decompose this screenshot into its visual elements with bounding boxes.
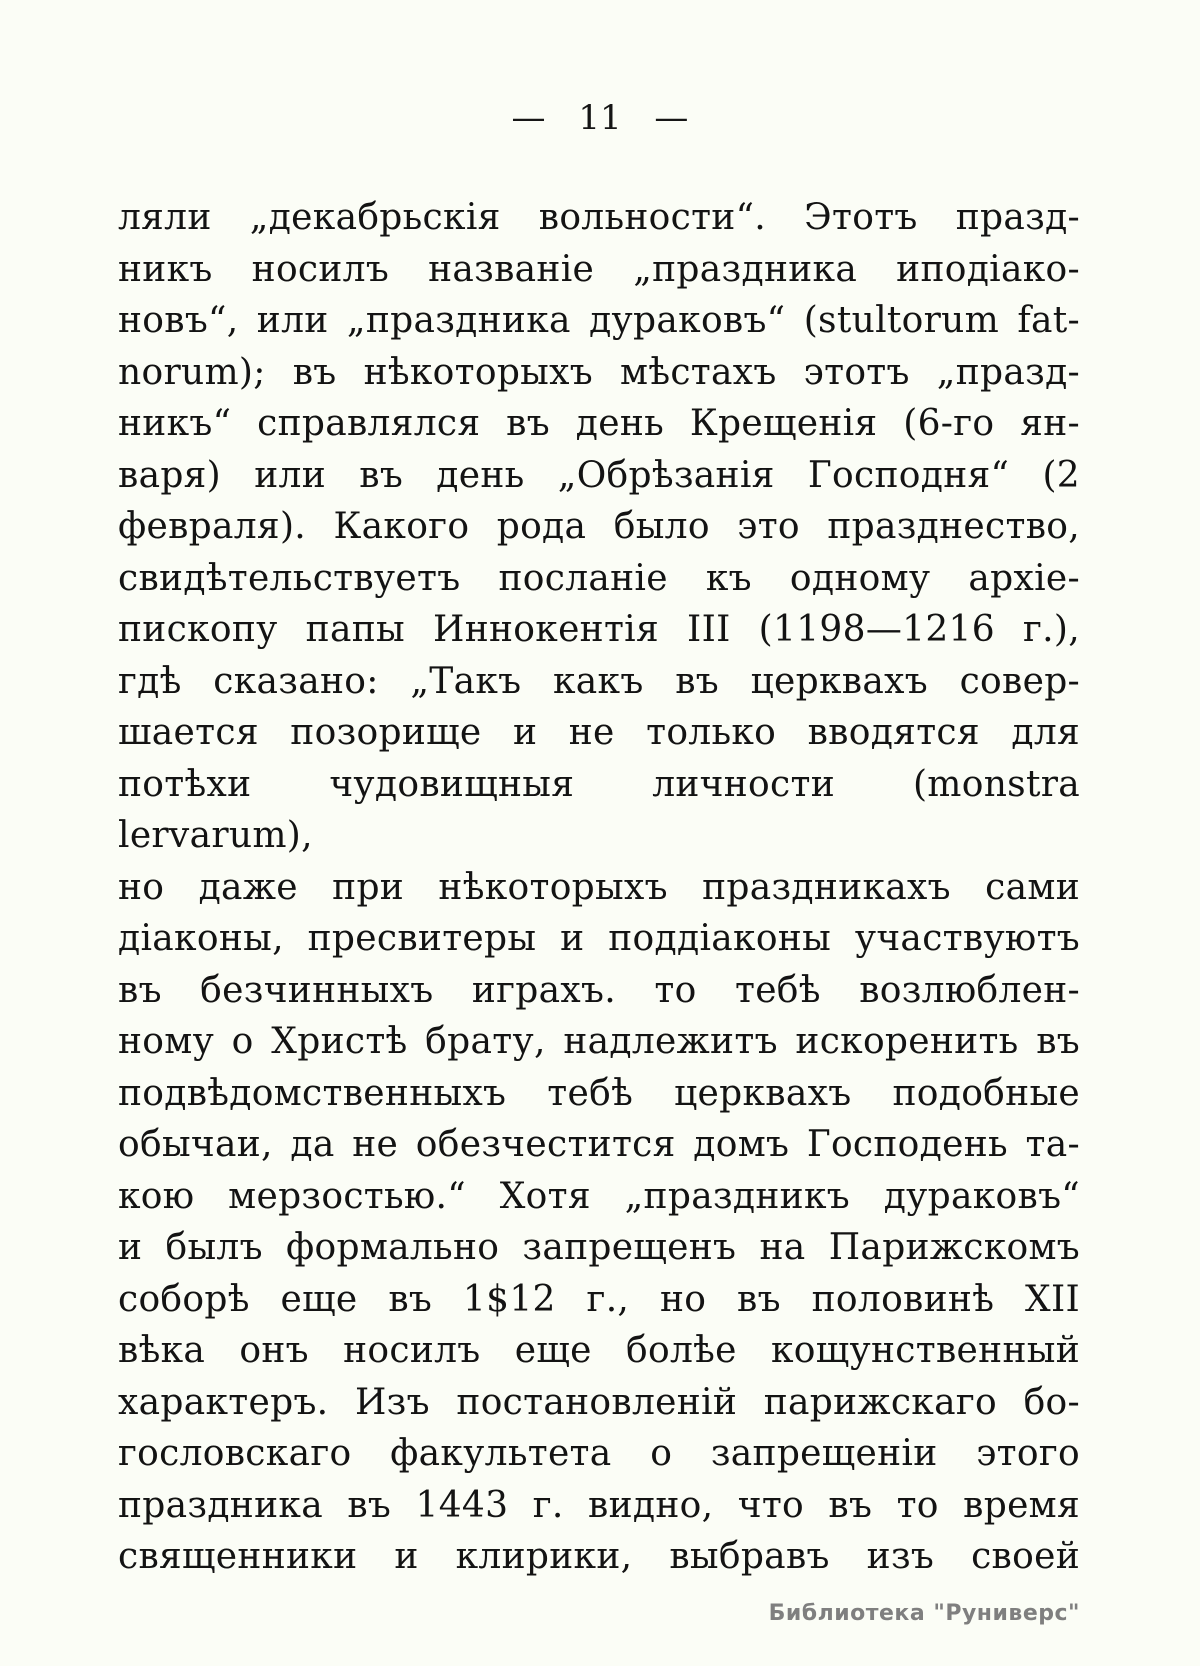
text-line: кою мерзостью.“ Хотя „праздникъ дураковъ“	[118, 1175, 1080, 1217]
runivers-library-watermark: Библиотека "Руниверс"	[768, 1601, 1080, 1626]
text-line: norum); въ нѣкоторыхъ мѣстахъ этотъ „празд-	[118, 351, 1080, 393]
text-line: варя) или въ день „Обрѣзанія Господня“ (2	[118, 454, 1080, 496]
text-line: діаконы, пресвитеры и поддіаконы участвуютъ	[118, 918, 1080, 959]
text-line: февраля). Какого рода было это празднество,	[118, 506, 1080, 547]
text-line: обычаи, да не обезчестится домъ Господень та-	[118, 1124, 1080, 1165]
text-line: и былъ формально запрещенъ на Парижскомъ	[118, 1227, 1080, 1268]
text-line: гословскаго факультета о запрещеніи этого	[118, 1433, 1080, 1474]
body-text-block	[118, 192, 1080, 1583]
text-line: никъ носилъ названіе „праздника иподіако-	[118, 248, 1080, 290]
text-line: праздника въ 1443 г. видно, что въ то время	[118, 1484, 1080, 1526]
text-line: характеръ. Изъ постановленій парижскаго бо-	[118, 1381, 1080, 1423]
text-line: шается позорище и не только вводятся для	[118, 712, 1080, 753]
text-line: новъ“, или „праздника дураковъ“ (stultorum fat-	[118, 300, 1080, 341]
text-line: соборѣ еще въ 1$12 г., но въ половинѣ XII	[118, 1278, 1080, 1320]
text-line: но даже при нѣкоторыхъ праздникахъ сами	[118, 866, 1080, 908]
text-line: въ безчинныхъ играхъ. то тебѣ возлюблен-	[118, 969, 1080, 1011]
text-line: священники и клирики, выбравъ изъ своей	[118, 1536, 1080, 1577]
text-line: потѣхи чудовищныя личности (monstra lervarum),	[118, 763, 1080, 856]
text-line: никъ“ справлялся въ день Крещенія (6-го ян-	[118, 403, 1080, 444]
text-line: гдѣ сказано: „Такъ какъ въ церквахъ совер-	[118, 660, 1080, 702]
text-line: пископу папы Иннокентія III (1198—1216 г.),	[118, 609, 1080, 650]
text-line: ному о Христѣ брату, надлежитъ искоренить въ	[118, 1021, 1080, 1062]
page-number: — 11 —	[511, 98, 689, 138]
text-line: свидѣтельствуетъ посланіе къ одному архіе-	[118, 557, 1080, 599]
text-line: ляли „декабрьскія вольности“. Этотъ празд-	[118, 197, 1080, 238]
text-line: вѣка онъ носилъ еще болѣе кощунственный	[118, 1330, 1080, 1371]
text-line: подвѣдомственныхъ тебѣ церквахъ подобные	[118, 1072, 1080, 1114]
